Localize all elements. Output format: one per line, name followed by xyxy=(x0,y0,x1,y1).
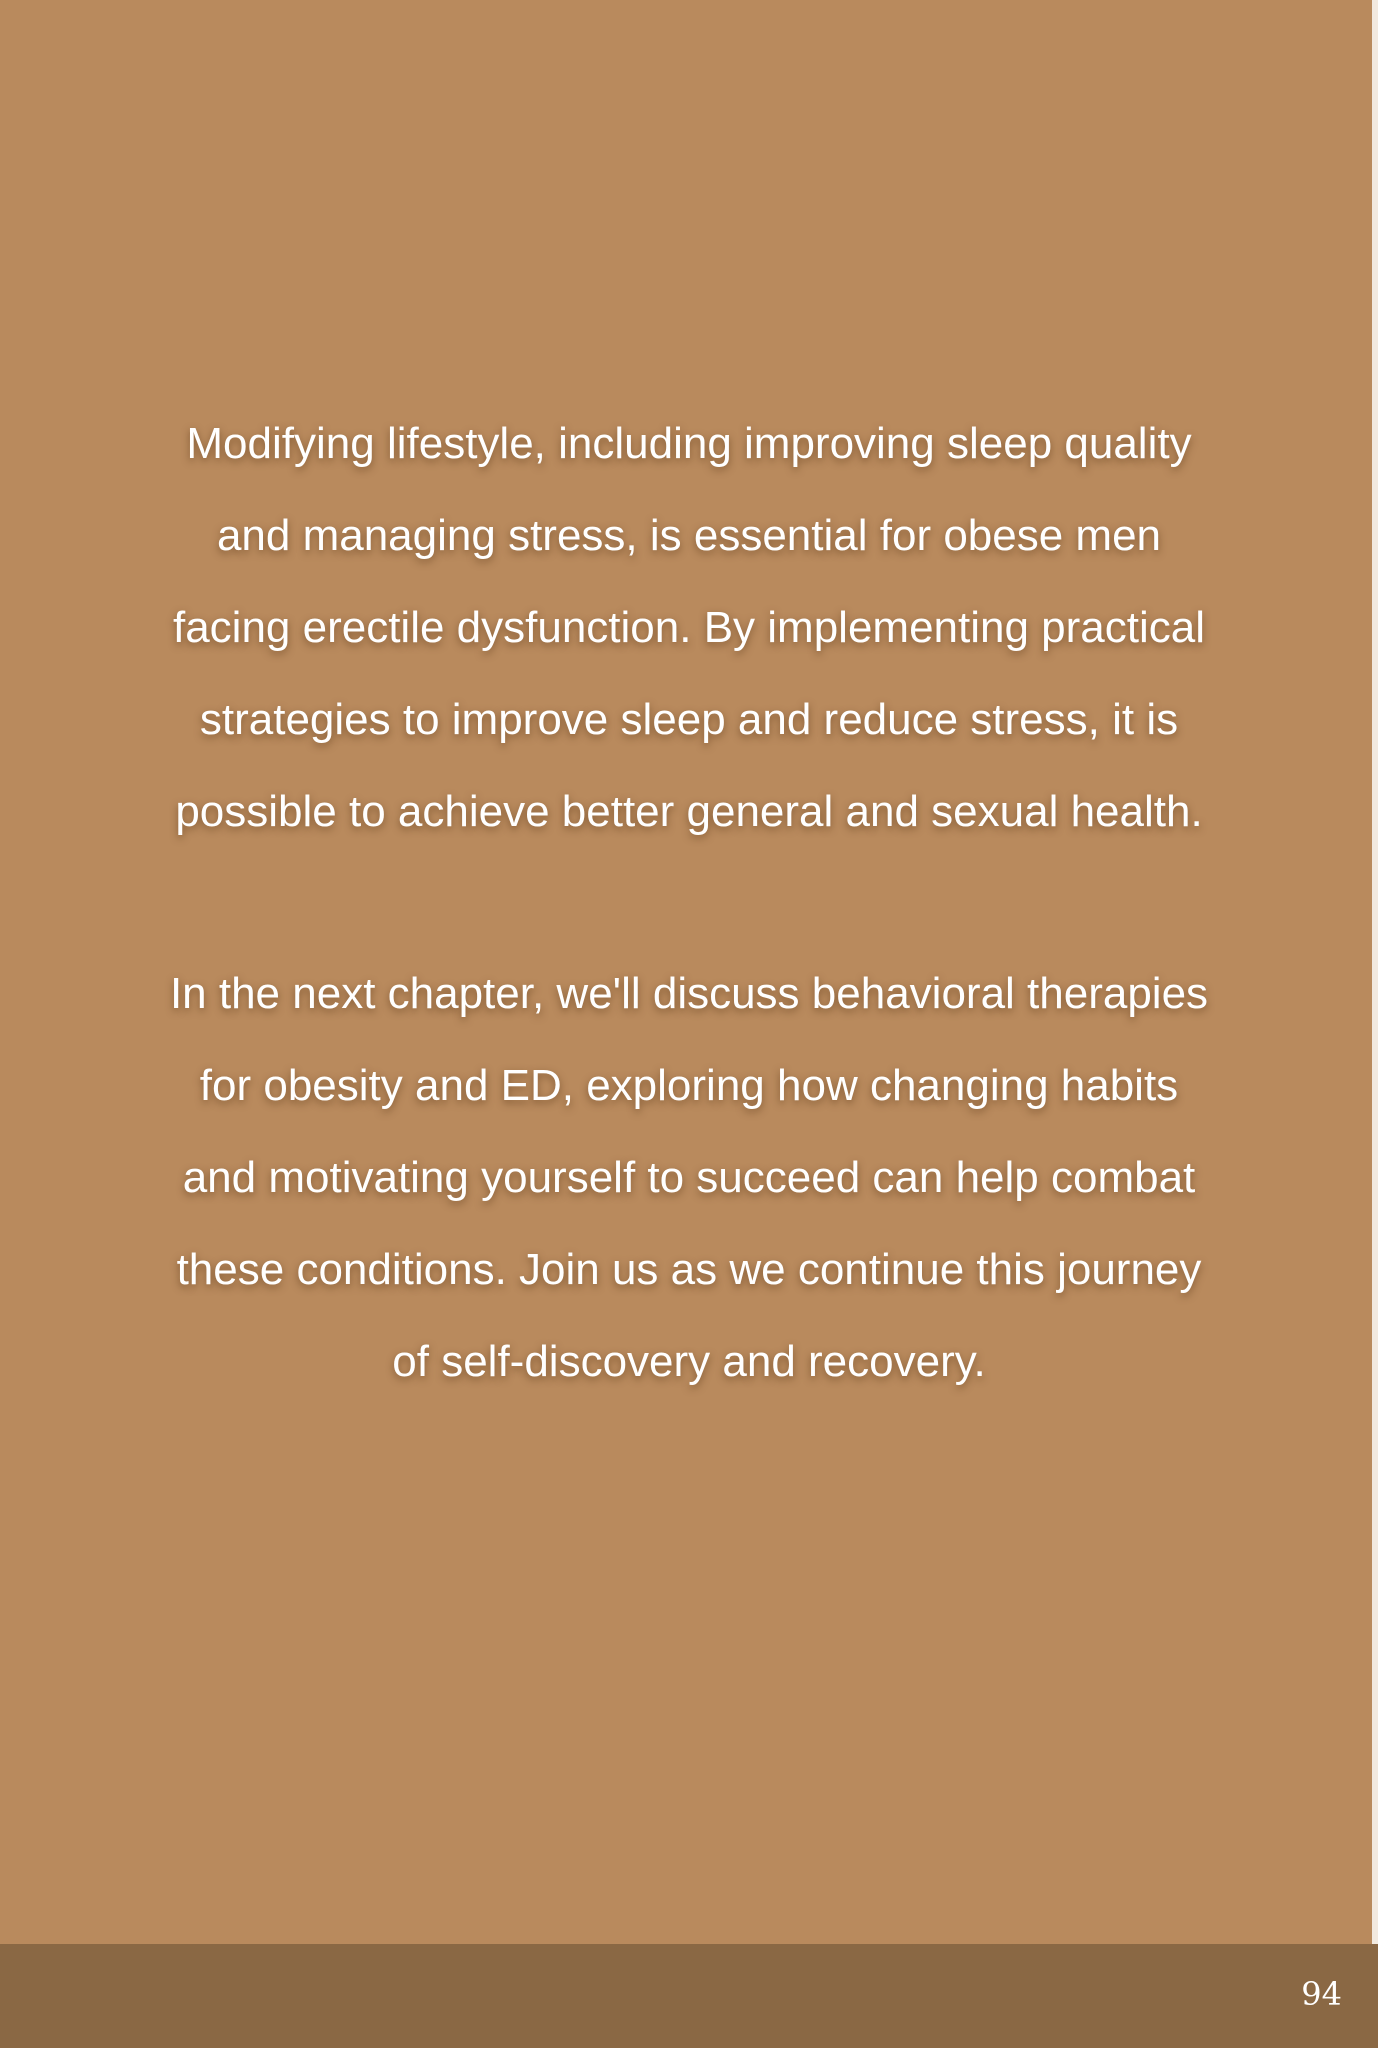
page-content xyxy=(150,398,1228,1408)
page-edge xyxy=(1372,0,1378,2048)
lifestyle-paragraph: Modifying lifestyle, including improving sleep quality and managing stress, is essential for obese men facing erectile dysfunction. By implementing practical strategies to improve sleep and reduce stress, it is possible to achieve better general and sexual health. xyxy=(172,419,1206,836)
next-chapter-paragraph: In the next chapter, we'll discuss behavioral therapies for obesity and ED, exploring how changing habits and motivating yourself to succeed can help combat these conditions. Join us as we continue this journey of self-discovery and recovery. xyxy=(169,969,1209,1386)
page-number: 94 xyxy=(1301,1975,1342,2013)
page-footer xyxy=(0,1944,1378,2048)
